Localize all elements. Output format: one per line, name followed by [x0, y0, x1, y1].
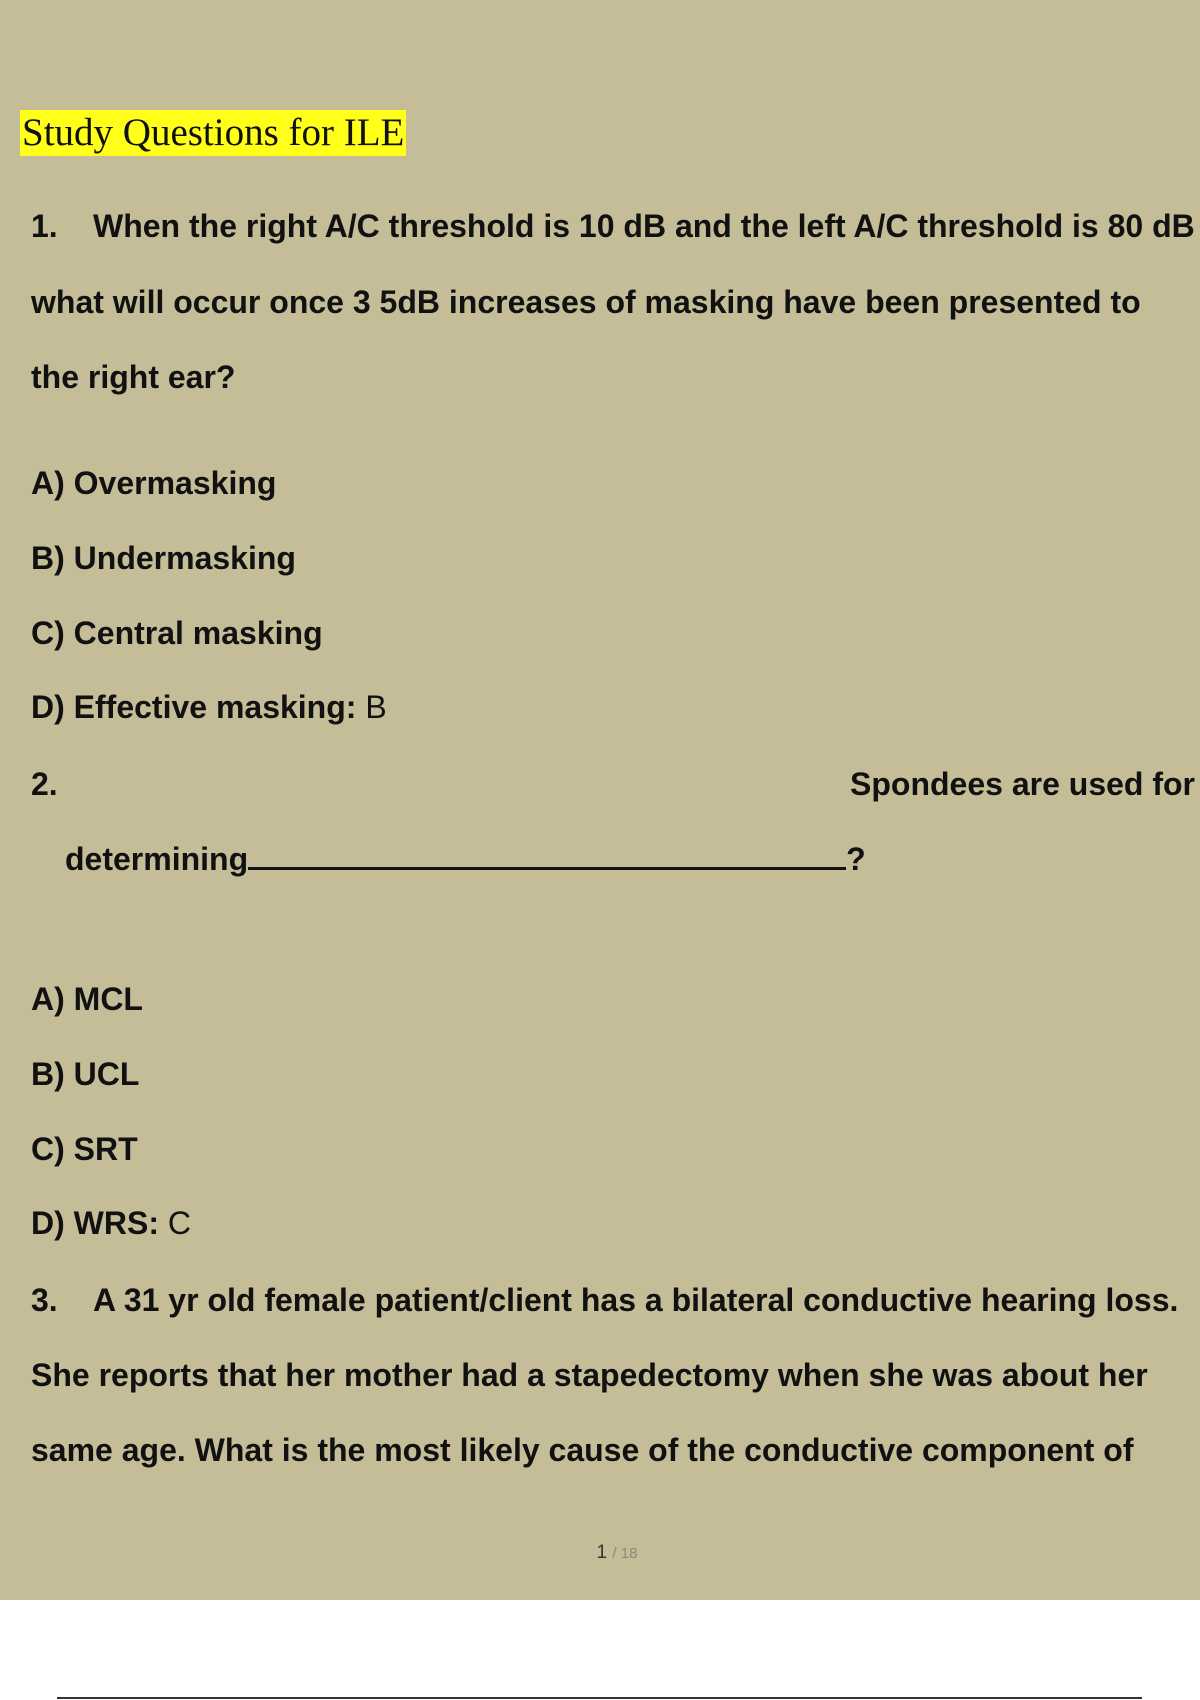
- question-1-option-c: C) Central masking: [31, 615, 323, 651]
- question-1-option-d: [31, 689, 387, 726]
- question-2-number: 2.: [31, 766, 58, 802]
- question-1-option-b: B) Undermasking: [31, 540, 296, 576]
- page-number-current: 1: [596, 1542, 608, 1563]
- question-2-line-2: [65, 841, 866, 878]
- question-1-line-3: the right ear?: [31, 359, 236, 395]
- question-1-number: 1.: [31, 208, 58, 244]
- question-2-option-d-label: D) WRS:: [31, 1205, 159, 1241]
- question-2-text-prefix: determining: [65, 841, 249, 877]
- question-2-blank: [248, 841, 846, 870]
- question-1-line-2: what will occur once 3 5dB increases of masking have been presented to: [31, 284, 1141, 320]
- question-3-number: 3.: [31, 1282, 58, 1318]
- question-1-answer: B: [365, 689, 387, 725]
- question-2-option-c: C) SRT: [31, 1131, 138, 1167]
- page-number-total: / 18: [612, 1545, 638, 1562]
- question-2-option-d: [31, 1205, 191, 1242]
- question-2-option-a: A) MCL: [31, 981, 143, 1017]
- question-3-line-1: [31, 1282, 1178, 1319]
- next-page-divider: [57, 1697, 1142, 1699]
- page-number: [0, 1542, 1200, 1564]
- question-1-text: When the right A/C threshold is 10 dB and the left A/C threshold is 80 dB: [93, 208, 1195, 244]
- question-1-option-d-label: D) Effective masking:: [31, 689, 357, 725]
- question-2-option-b: B) UCL: [31, 1056, 140, 1092]
- question-3-line-2: She reports that her mother had a stapedectomy when she was about her: [31, 1357, 1148, 1393]
- question-2-answer: C: [167, 1205, 191, 1241]
- question-2-text-suffix: ?: [846, 841, 866, 877]
- question-3-line-3: same age. What is the most likely cause of the conductive component of: [31, 1432, 1134, 1468]
- page-title: Study Questions for ILE: [22, 111, 405, 154]
- question-1-line-1: [31, 208, 1195, 245]
- question-1-option-a: A) Overmasking: [31, 465, 277, 501]
- question-2-text-right: Spondees are used for: [850, 766, 1195, 802]
- question-3-text: A 31 yr old female patient/client has a bilateral conductive hearing loss.: [93, 1282, 1179, 1318]
